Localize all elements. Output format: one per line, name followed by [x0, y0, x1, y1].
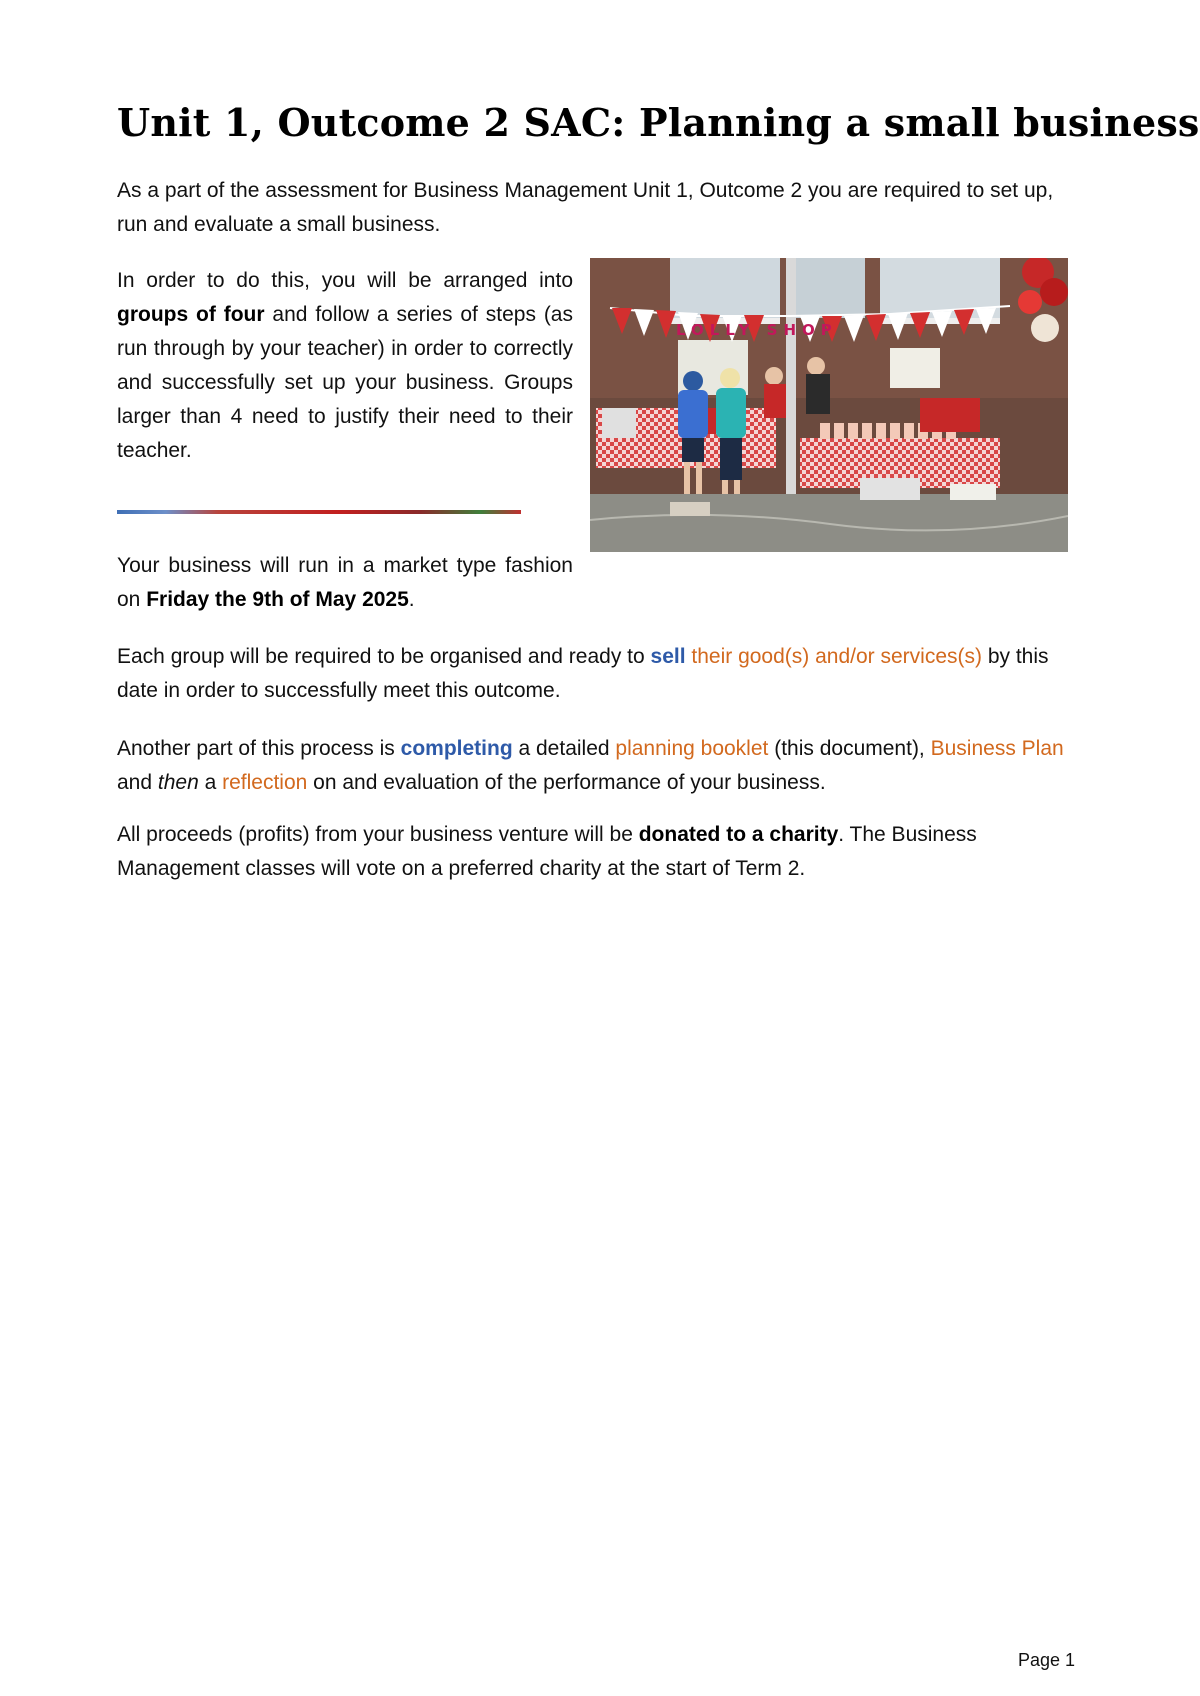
groups-text-before: In order to do this, you will be arranged into: [117, 269, 573, 292]
market-text-after: .: [408, 588, 415, 611]
proceeds-paragraph: [117, 818, 1089, 886]
market-date: Friday the 9th of May 2025: [146, 588, 409, 611]
goods-services-keyword: their good(s) and/or services(s): [691, 645, 982, 668]
decorative-divider: [117, 510, 521, 514]
market-paragraph: [117, 549, 573, 617]
groups-bold-text: groups of four: [117, 303, 265, 326]
page-title: Unit 1, Outcome 2 SAC: Planning a small business: [117, 100, 1200, 145]
each-group-paragraph: [117, 640, 1089, 708]
another-part-text-before: Another part of this process is: [117, 737, 401, 760]
each-group-text-before: Each group will be required to be organised and ready to: [117, 645, 651, 668]
lolly-shop-stall-photo: [590, 258, 1068, 552]
another-part-paragraph: [117, 732, 1089, 800]
completing-keyword: completing: [400, 737, 513, 760]
another-part-text-mid4: a: [198, 771, 223, 794]
each-group-text-after: by this date in order to successfully meet this outcome.: [117, 645, 1049, 702]
proceeds-text-before: All proceeds (profits) from your business venture will be: [117, 823, 639, 846]
then-italic: then: [157, 771, 199, 794]
proceeds-text-after: . The Business Management classes will vote on a preferred charity at the start of Term 2.: [117, 823, 977, 880]
intro-paragraph: [117, 174, 1089, 242]
sell-keyword: sell: [650, 645, 686, 668]
charity-bold-text: donated to a charity: [638, 823, 839, 846]
another-part-text-mid2: (this document),: [768, 737, 931, 760]
another-part-text-after: on and evaluation of the performance of your business.: [307, 771, 826, 794]
groups-text-after: and follow a series of steps (as run through by your teacher) in order to correctly and successfully set up your business. Groups larger than 4 need to justify their need to their teacher.: [117, 303, 573, 462]
groups-paragraph: [117, 264, 573, 468]
photo-banner-text: LOLLY SHOP: [676, 321, 838, 339]
intro-text: As a part of the assessment for Business Management Unit 1, Outcome 2 you are required to set up, run and evaluate a small business.: [117, 179, 1054, 236]
business-plan-keyword: Business Plan: [930, 737, 1064, 760]
page-number: Page 1: [1018, 1650, 1076, 1670]
planning-booklet-keyword: planning booklet: [615, 737, 769, 760]
market-text-before: Your business will run in a market type fashion on: [117, 554, 573, 611]
another-part-text-mid3: and: [117, 771, 158, 794]
another-part-text-mid1: a detailed: [512, 737, 616, 760]
reflection-keyword: reflection: [222, 771, 308, 794]
